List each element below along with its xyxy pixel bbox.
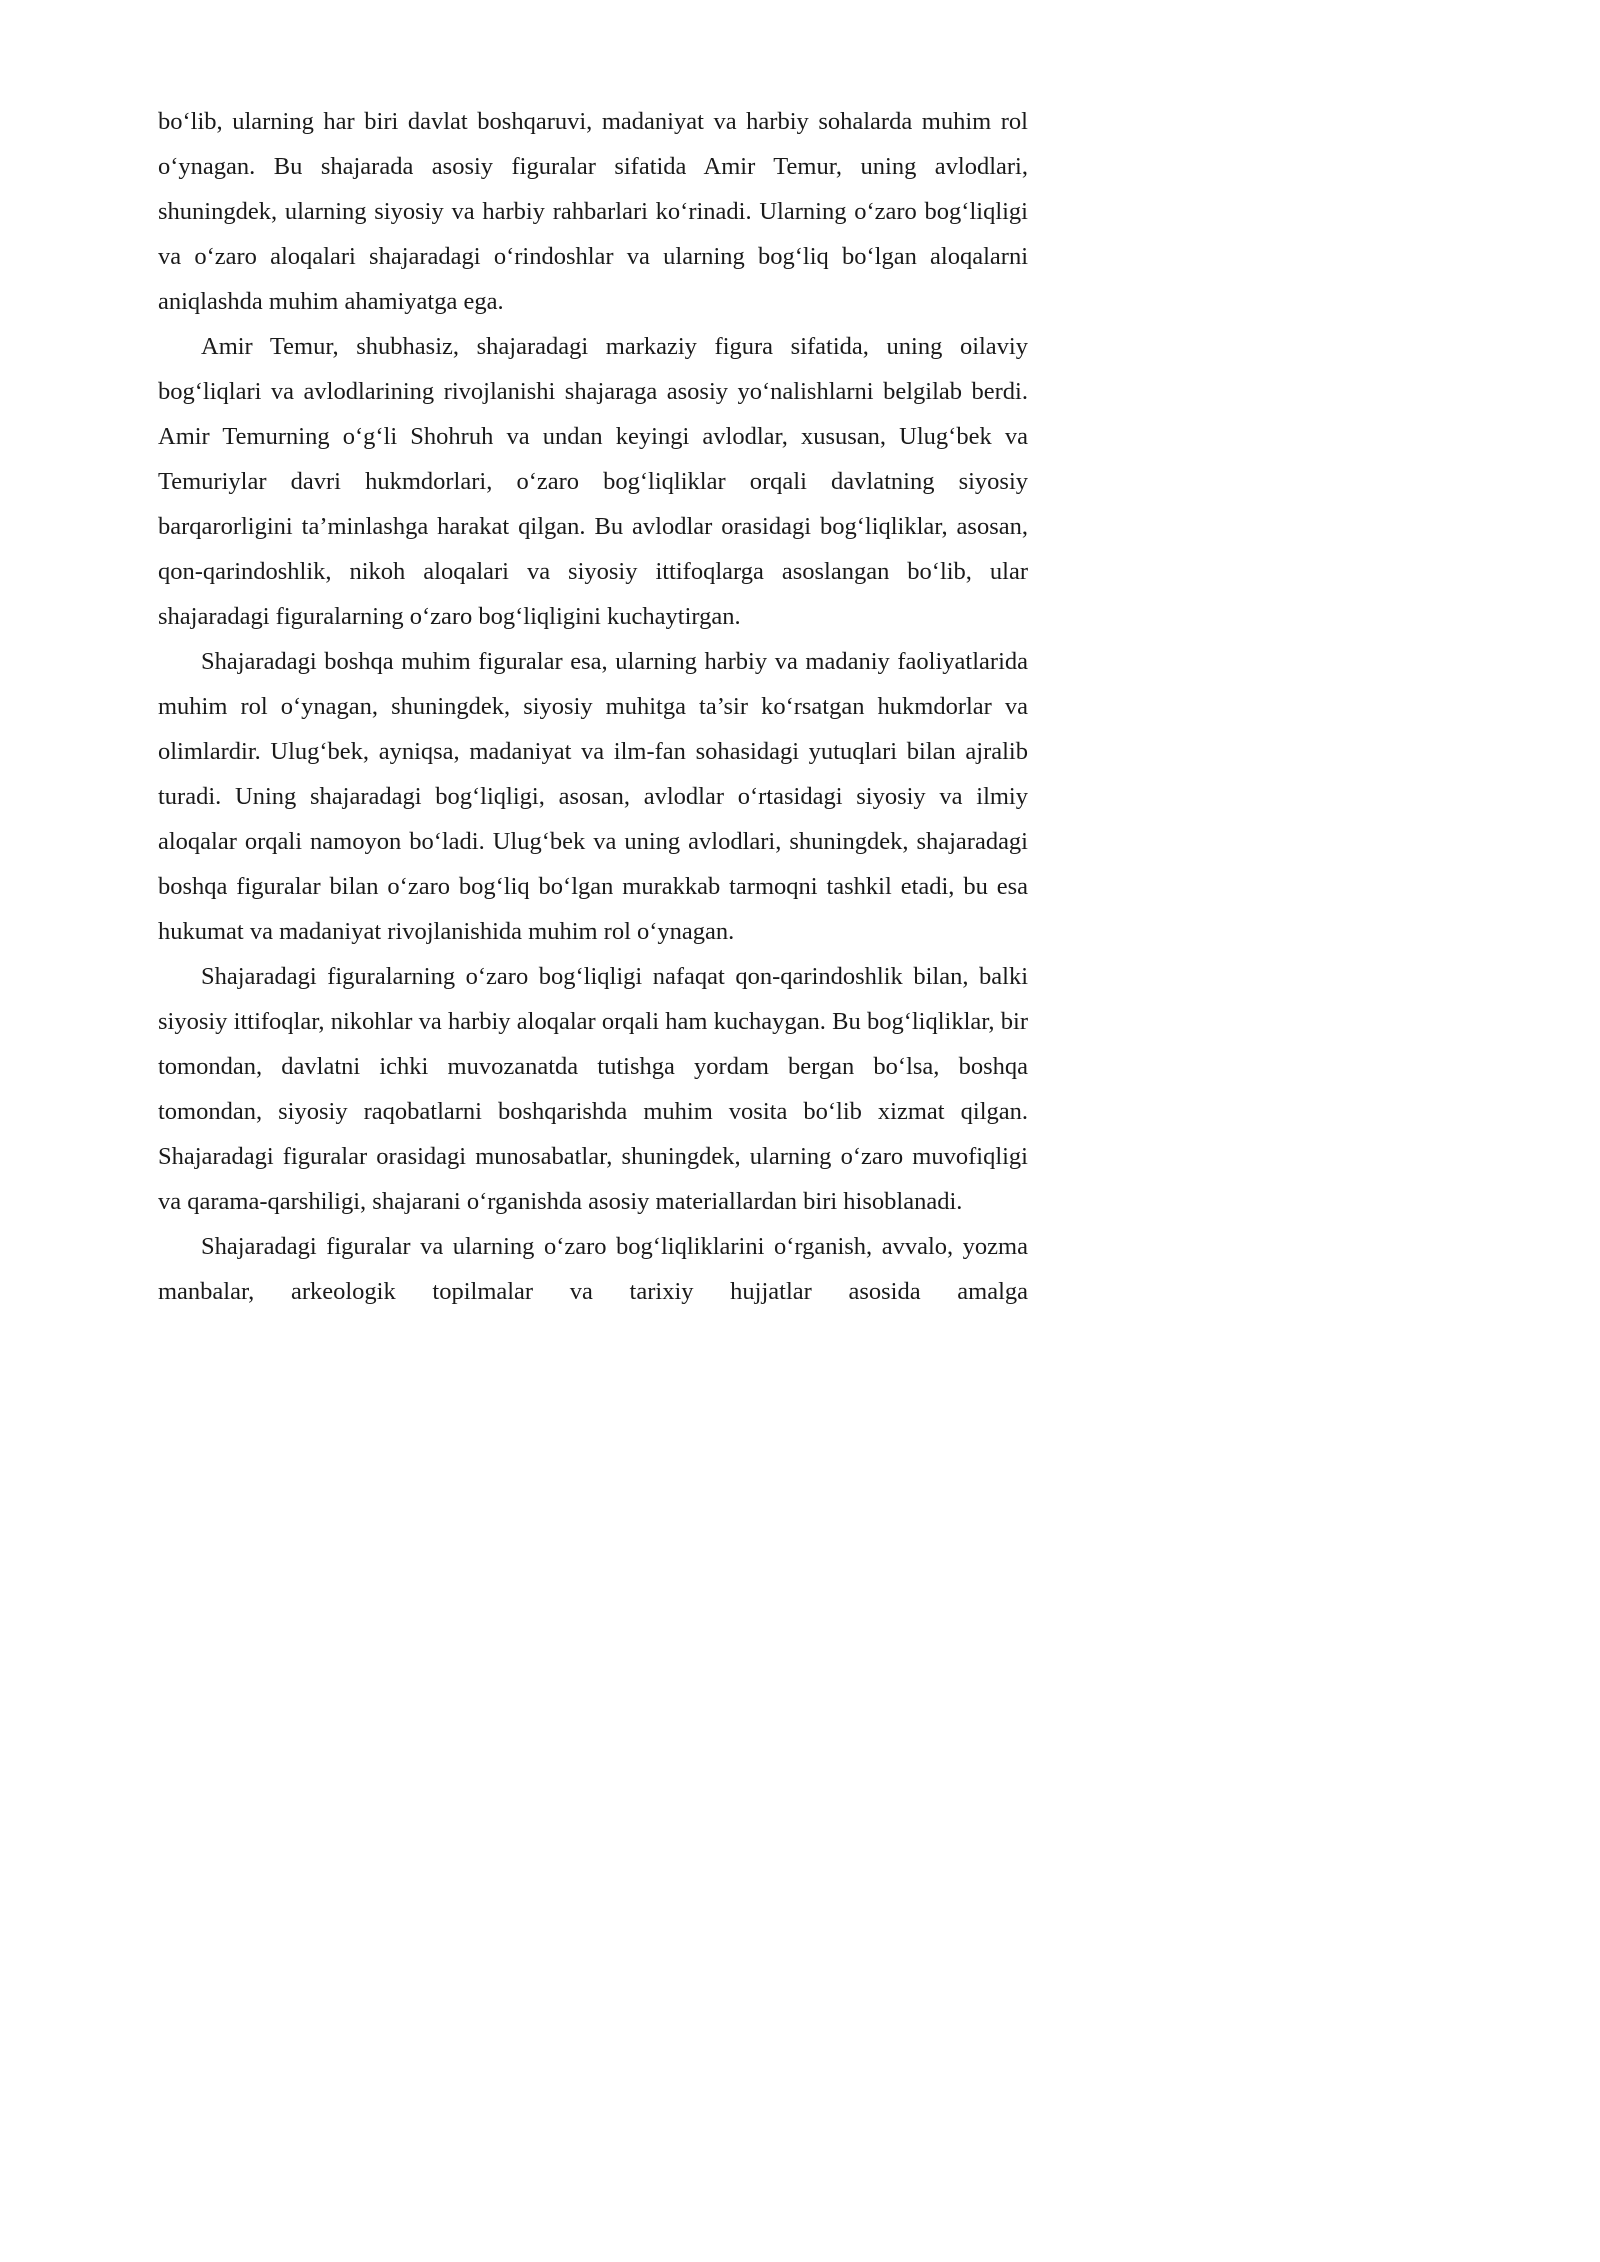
paragraph-4: Shajaradagi figuralarning o‘zaro bog‘liqligi nafaqat qon-qarindoshlik bilan, balki siyosiy ittifoqlar, nikohlar va harbiy aloqalar orqali ham kuchaygan. Bu bog‘liqliklar, bir tomondan, davlatni ichki muvozanatda tutishga yordam bergan bo‘lsa, boshqa tomondan, siyosiy raqobatlarni boshqarishda muhim vosita bo‘lib xizmat qilgan. Shajaradagi figuralar orasidagi munosabatlar, shuningdek, ularning o‘zaro muvofiqligi va qarama-qarshiligi, shajarani o‘rganishda asosiy materiallardan biri hisoblanadi. <box>158 963 1028 1215</box>
paragraph-5: Shajaradagi figuralar va ularning o‘zaro bog‘liqliklarini o‘rganish, avvalo, yozma manbalar, arkeologik topilmalar va tarixiy hujjatlar asosida amalga <box>158 1233 1028 1305</box>
document-page <box>0 0 1105 1562</box>
document-body <box>158 99 1028 1314</box>
paragraph-1: bo‘lib, ularning har biri davlat boshqaruvi, madaniyat va harbiy sohalarda muhim rol o‘ynagan. Bu shajarada asosiy figuralar sifatida Amir Temur, uning avlodlari, shuningdek, ularning siyosiy va harbiy rahbarlari ko‘rinadi. Ularning o‘zaro bog‘liqligi va o‘zaro aloqalari shajaradagi o‘rindoshlar va ularning bog‘liq bo‘lgan aloqalarni aniqlashda muhim ahamiyatga ega. <box>158 108 1028 315</box>
paragraph-2: Amir Temur, shubhasiz, shajaradagi markaziy figura sifatida, uning oilaviy bog‘liqlari va avlodlarining rivojlanishi shajaraga asosiy yo‘nalishlarni belgilab berdi. Amir Temurning o‘g‘li Shohruh va undan keyingi avlodlar, xususan, Ulug‘bek va Temuriylar davri hukmdorlari, o‘zaro bog‘liqliklar orqali davlatning siyosiy barqarorligini ta’minlashga harakat qilgan. Bu avlodlar orasidagi bog‘liqliklar, asosan, qon-qarindoshlik, nikoh aloqalari va siyosiy ittifoqlarga asoslangan bo‘lib, ular shajaradagi figuralarning o‘zaro bog‘liqligini kuchaytirgan. <box>158 333 1028 630</box>
paragraph-3: Shajaradagi boshqa muhim figuralar esa, ularning harbiy va madaniy faoliyatlarida muhim rol o‘ynagan, shuningdek, siyosiy muhitga ta’sir ko‘rsatgan hukmdorlar va olimlardir. Ulug‘bek, ayniqsa, madaniyat va ilm-fan sohasidagi yutuqlari bilan ajralib turadi. Uning shajaradagi bog‘liqligi, asosan, avlodlar o‘rtasidagi siyosiy va ilmiy aloqalar orqali namoyon bo‘ladi. Ulug‘bek va uning avlodlari, shuningdek, shajaradagi boshqa figuralar bilan o‘zaro bog‘liq bo‘lgan murakkab tarmoqni tashkil etadi, bu esa hukumat va madaniyat rivojlanishida muhim rol o‘ynagan. <box>158 648 1028 945</box>
